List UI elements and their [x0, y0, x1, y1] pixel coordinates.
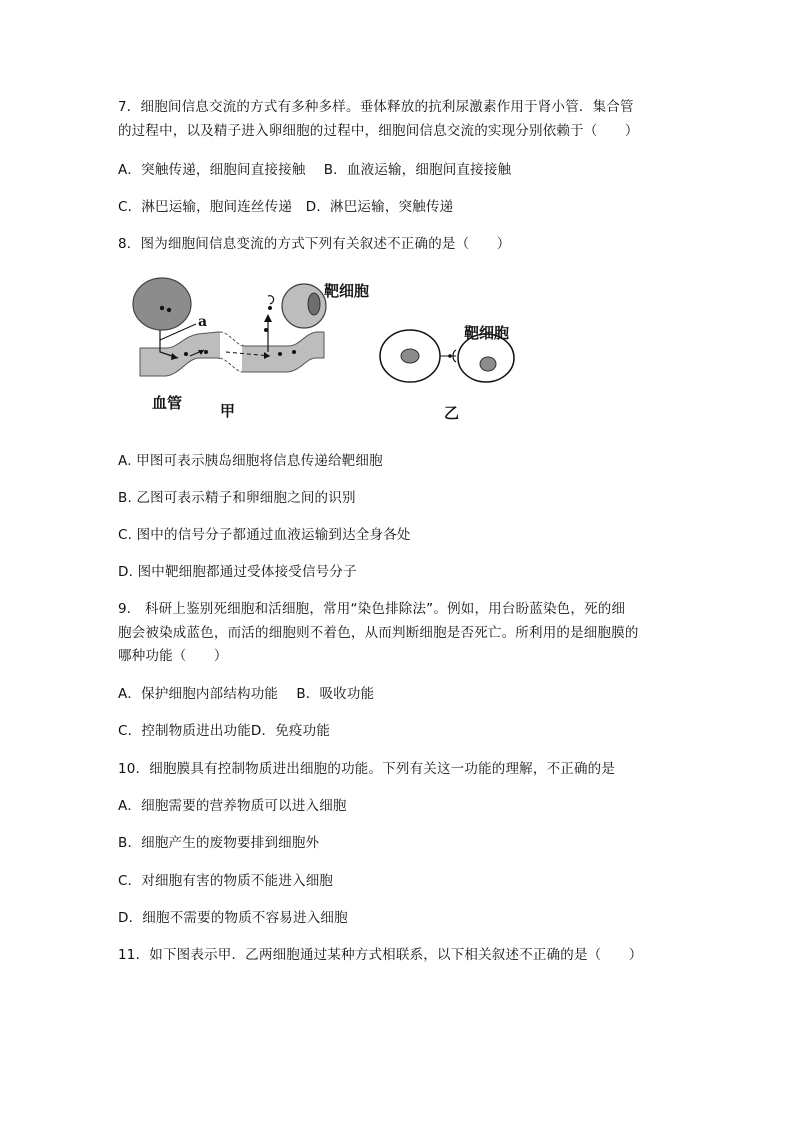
q8-option-b: B. 乙图可表示精子和卵细胞之间的识别	[118, 490, 356, 506]
q9-options-cd: C．控制物质进出功能D．免疫功能	[118, 723, 331, 739]
q8-option-a: A. 甲图可表示胰岛细胞将信息传递给靶细胞	[118, 453, 383, 469]
q7-stem-line2: 的过程中，以及精子进入卵细胞的过程中，细胞间信息交流的实现分别依赖于（ ）	[118, 123, 639, 139]
label-target-cell-right: 靶细胞	[464, 324, 510, 342]
q9-stem-line1: 9． 科研上鉴别死细胞和活细胞，常用“染色排除法”。例如，用台盼蓝染色，死的细	[118, 601, 626, 617]
q9-stem-line3: 哪种功能（ ）	[118, 648, 228, 664]
q10-option-c: C．对细胞有害的物质不能进入细胞	[118, 873, 334, 889]
q8-option-c: C. 图中的信号分子都通过血液运输到达全身各处	[118, 527, 411, 543]
q11-stem: 11．如下图表示甲．乙两细胞通过某种方式相联系，以下相关叙述不正确的是（ ）	[118, 947, 643, 963]
q10-option-d: D．细胞不需要的物质不容易进入细胞	[118, 910, 348, 926]
label-target-cell-top: 靶细胞	[324, 282, 370, 300]
label-a: a	[198, 314, 208, 330]
q9-options-ab: A．保护细胞内部结构功能 B．吸收功能	[118, 686, 375, 702]
cell-yi-left	[380, 330, 440, 382]
q9-stem-line2: 胞会被染成蓝色，而活的细胞则不着色，从而判断细胞是否死亡。所利用的是细胞膜的	[118, 625, 639, 641]
q10-option-a: A．细胞需要的营养物质可以进入细胞	[118, 798, 347, 814]
q8-stem: 8．图为细胞间信息变流的方式下列有关叙述不正确的是（ ）	[118, 236, 511, 252]
q10-option-b: B．细胞产生的废物要排到细胞外	[118, 835, 320, 851]
secreting-cell	[133, 278, 191, 330]
q8-diagram	[118, 274, 538, 434]
target-cell-jia	[282, 284, 326, 328]
label-yi: 乙	[444, 404, 460, 422]
q8-option-d: D. 图中靶细胞都通过受体接受信号分子	[118, 564, 357, 580]
q7-options-ab: A．突触传递，细胞间直接接触 B．血液运输，细胞间直接接触	[118, 162, 512, 178]
label-jia: 甲	[220, 402, 236, 420]
label-vessel: 血管	[152, 394, 183, 412]
q10-stem: 10．细胞膜具有控制物质进出细胞的功能。下列有关这一功能的理解，不正确的是	[118, 761, 616, 777]
q7-stem-line1: 7．细胞间信息交流的方式有多种多样。垂体释放的抗利尿激素作用于肾小管．集合管	[118, 99, 634, 115]
q7-options-cd: C．淋巴运输，胞间连丝传递 D．淋巴运输，突触传递	[118, 199, 454, 215]
